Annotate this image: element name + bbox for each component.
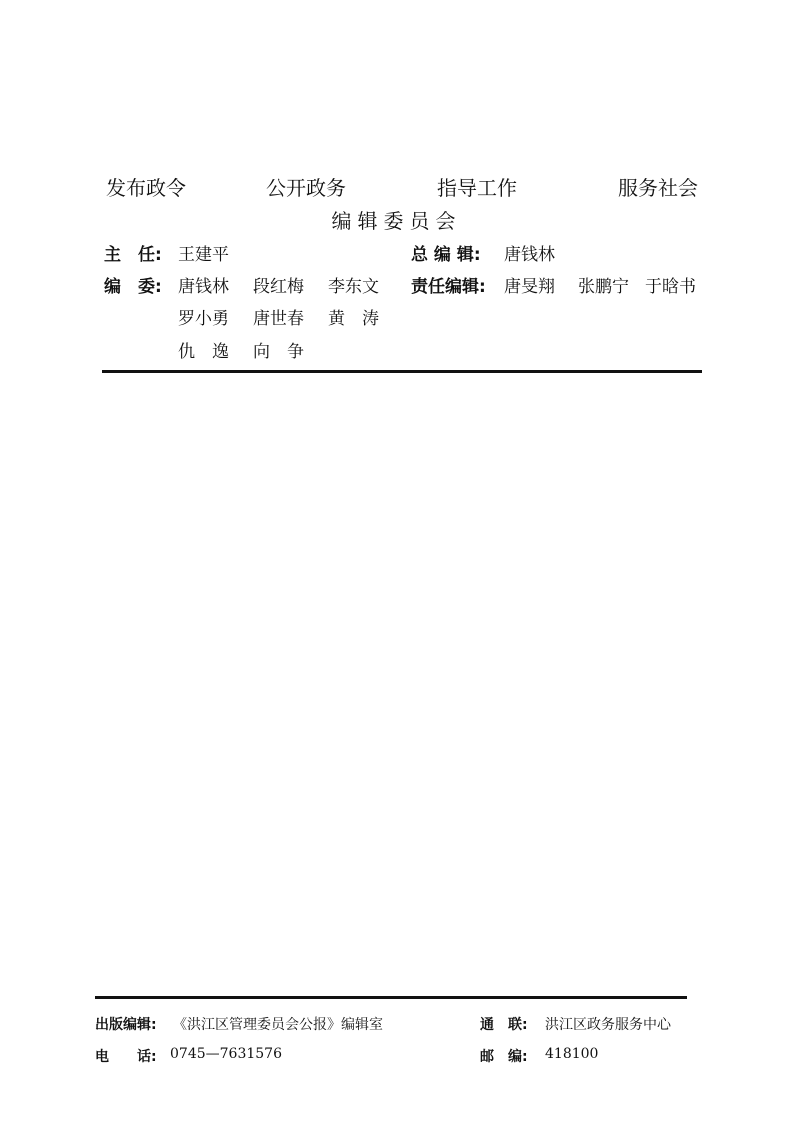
phone-label: 电 话: <box>95 1049 157 1065</box>
member-name: 向 争 <box>253 342 304 362</box>
committee-title: 编辑委员会 <box>331 209 462 233</box>
member-name: 唐钱林 <box>178 277 229 297</box>
chief-editor-label: 总 编 辑: <box>411 245 481 265</box>
members-label: 编 委: <box>104 277 162 297</box>
postcode-value: 418100 <box>545 1046 599 1062</box>
responsible-editor-name: 张鹏宁 <box>578 277 629 297</box>
member-name: 仇 逸 <box>178 342 229 362</box>
postcode-label: 邮 编: <box>480 1049 528 1065</box>
chief-editor-name: 唐钱林 <box>504 245 555 265</box>
publisher-value: 《洪江区管理委员会公报》编辑室 <box>173 1017 383 1033</box>
director-name: 王建平 <box>178 245 229 265</box>
member-name: 黄 涛 <box>328 309 379 329</box>
member-name: 段红梅 <box>253 277 304 297</box>
responsible-editor-name: 唐旻翔 <box>504 277 555 297</box>
director-label: 主 任: <box>104 245 162 265</box>
footer-divider <box>95 996 687 999</box>
contact-value: 洪江区政务服务中心 <box>545 1017 671 1033</box>
slogan-publish-decrees: 发布政令 <box>106 176 186 200</box>
member-name: 唐世春 <box>253 309 304 329</box>
slogan-serve-society: 服务社会 <box>618 176 698 200</box>
slogan-open-government: 公开政务 <box>266 176 346 200</box>
publisher-label: 出版编辑: <box>95 1017 157 1033</box>
header-divider <box>102 370 702 373</box>
responsible-editor-name: 于晗书 <box>645 277 696 297</box>
member-name: 李东文 <box>328 277 379 297</box>
responsible-editors-label: 责任编辑: <box>411 277 486 297</box>
phone-value: 0745—7631576 <box>170 1046 282 1062</box>
contact-label: 通 联: <box>480 1017 528 1033</box>
slogan-guide-work: 指导工作 <box>437 176 517 200</box>
member-name: 罗小勇 <box>178 309 229 329</box>
